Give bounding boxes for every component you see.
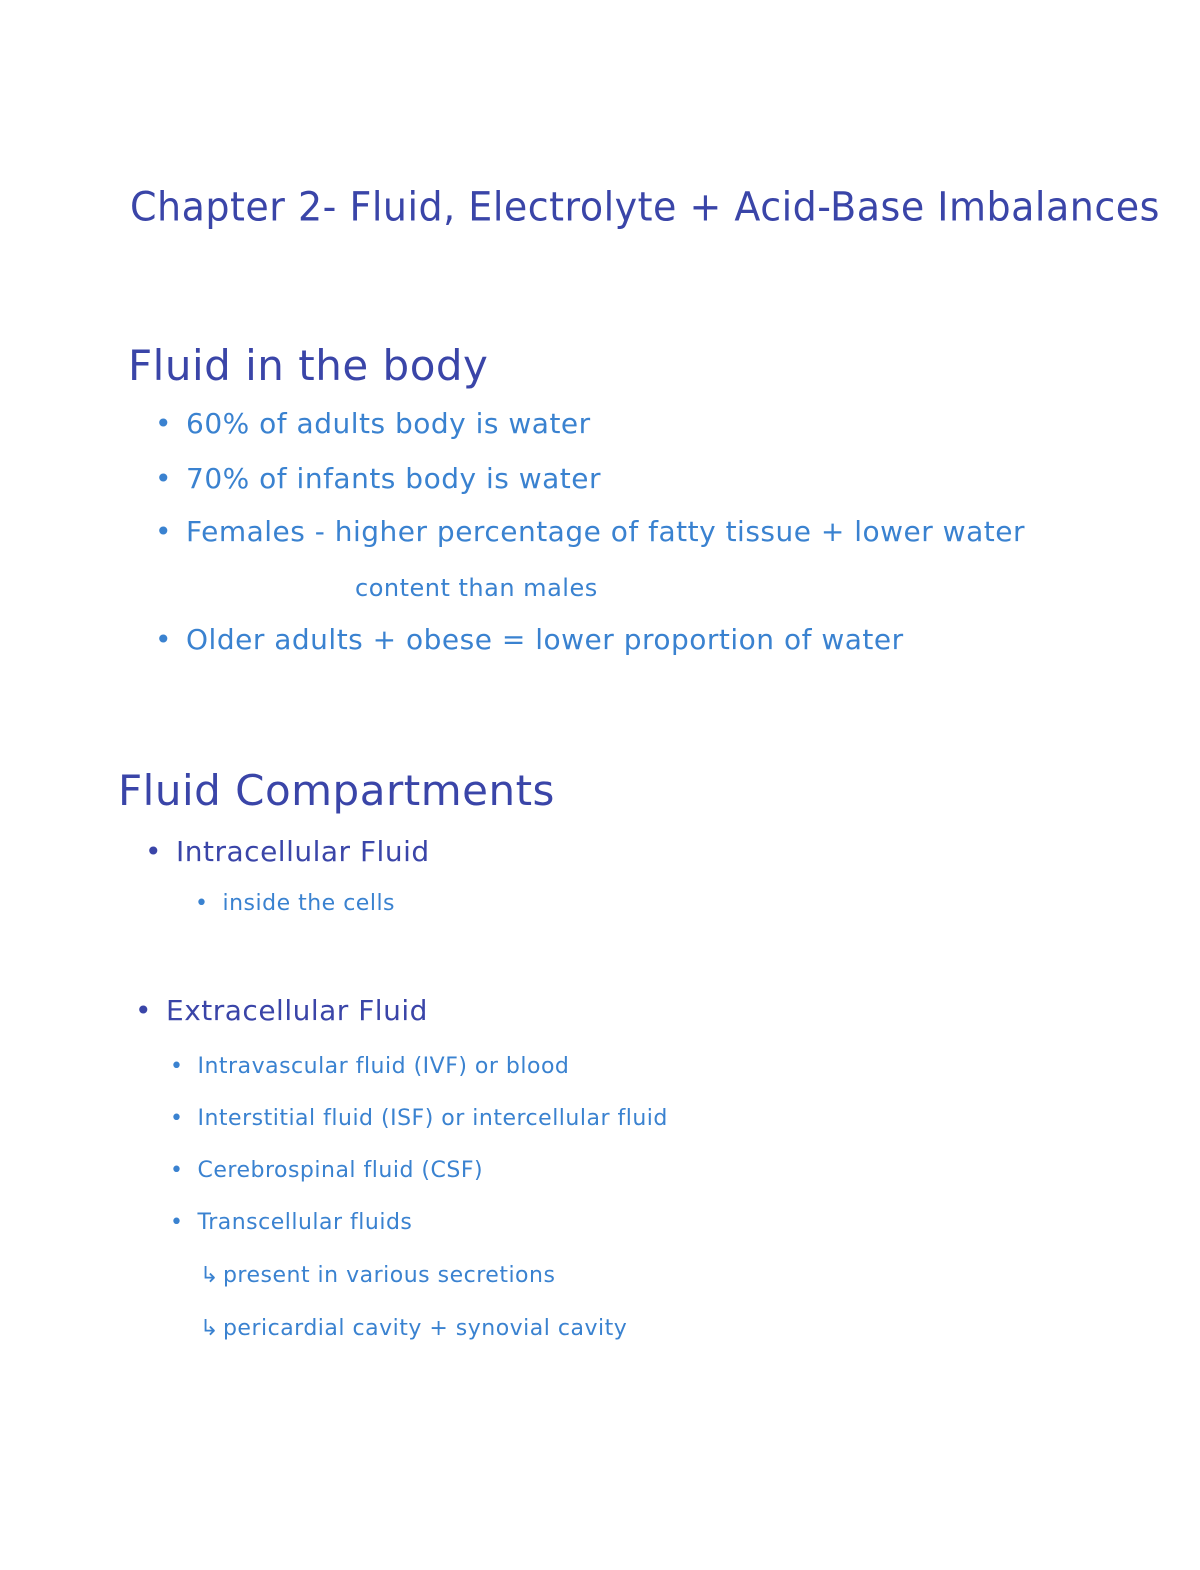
bullet-icon: • (170, 1106, 184, 1131)
arrow-list-item (200, 1318, 627, 1340)
section-heading-fluid-compartments: Fluid Compartments (118, 766, 555, 815)
list-item-continuation: content than males (355, 574, 598, 602)
section-heading-fluid-in-body: Fluid in the body (128, 341, 489, 390)
bullet-icon: • (145, 835, 163, 868)
extracellular-label: Extracellular Fluid (166, 994, 428, 1027)
sub-list-item-text: Transcellular fluids (197, 1210, 413, 1235)
bullet-icon: • (155, 462, 173, 495)
list-item-text: 70% of infants body is water (186, 462, 601, 495)
bullet-icon: • (155, 623, 173, 656)
arrow-icon: ↳ (200, 1263, 219, 1288)
sub-list-item-text: Intravascular fluid (IVF) or blood (197, 1054, 570, 1079)
sub-list-item (170, 1056, 569, 1078)
list-item (145, 835, 430, 868)
list-item (155, 515, 1025, 548)
list-item-text: 60% of adults body is water (186, 407, 591, 440)
bullet-icon: • (195, 891, 209, 916)
sub-list-item (170, 1108, 668, 1130)
sub-list-item (195, 893, 395, 915)
sub-list-item (170, 1160, 483, 1182)
arrow-list-item-text: present in various secretions (222, 1263, 556, 1288)
intracellular-label: Intracellular Fluid (176, 835, 430, 868)
sub-list-item (170, 1212, 412, 1234)
list-item (135, 994, 428, 1027)
bullet-icon: • (170, 1210, 184, 1235)
bullet-icon: • (155, 515, 173, 548)
bullet-icon: • (135, 994, 153, 1027)
page-title: Chapter 2- Fluid, Electrolyte + Acid-Base Imbalances (130, 183, 1160, 231)
arrow-list-item (200, 1265, 555, 1287)
bullet-icon: • (170, 1054, 184, 1079)
sub-list-item-text: Cerebrospinal fluid (CSF) (197, 1158, 484, 1183)
list-item (155, 623, 904, 656)
list-item (155, 407, 591, 440)
sub-list-item-text: Interstitial fluid (ISF) or intercellular fluid (197, 1106, 668, 1131)
bullet-icon: • (170, 1158, 184, 1183)
sub-list-item-text: inside the cells (222, 891, 396, 916)
bullet-icon: • (155, 407, 173, 440)
arrow-list-item-text: pericardial cavity + synovial cavity (222, 1316, 628, 1341)
list-item-text: Females - higher percentage of fatty tissue + lower water (186, 515, 1025, 548)
list-item-text: Older adults + obese = lower proportion of water (186, 623, 904, 656)
list-item (155, 462, 601, 495)
arrow-icon: ↳ (200, 1316, 219, 1341)
